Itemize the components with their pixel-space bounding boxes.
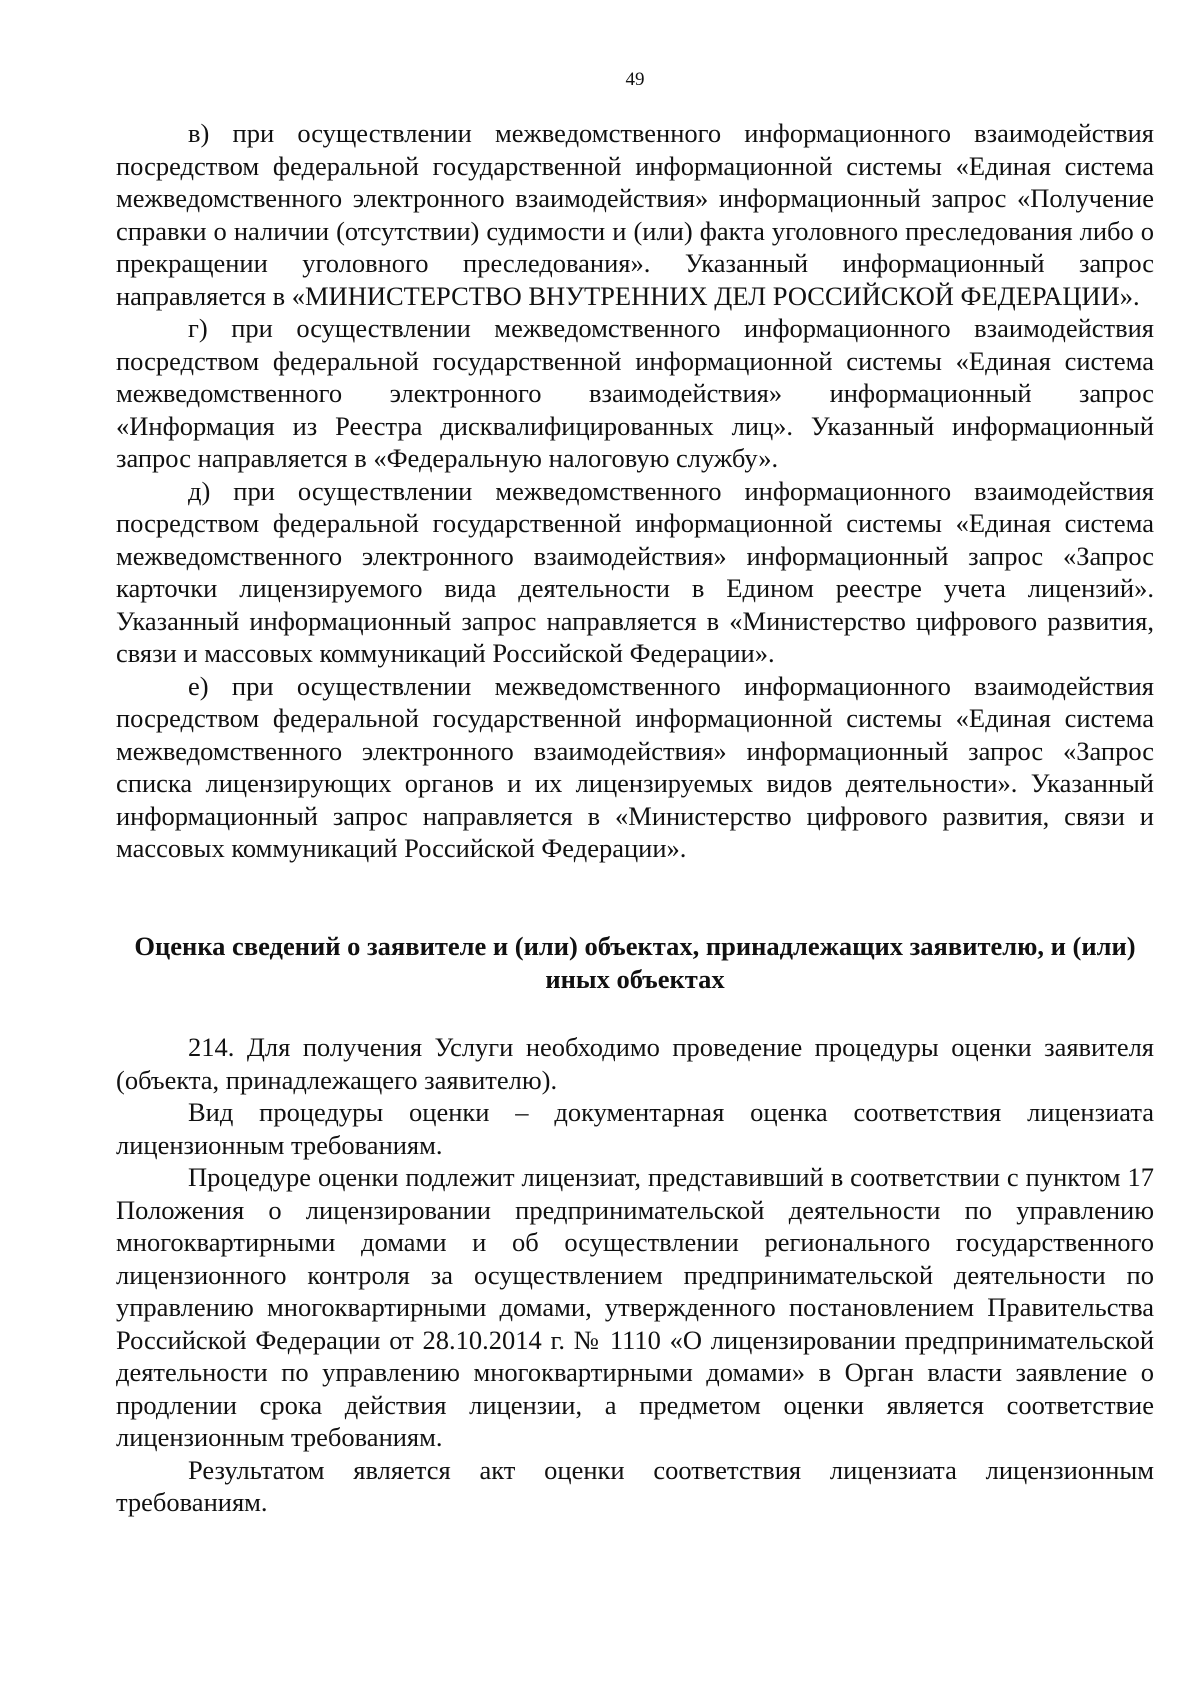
- section-heading: Оценка сведений о заявителе и (или) объектах, принадлежащих заявителю, и (или) иных объектах: [134, 931, 1136, 994]
- paragraph-procedure-subject: Процедуре оценки подлежит лицензиат, представивший в соответствии с пунктом 17 Положения о лицензировании предпринимательской деятельности по управлению многоквартирными домами и об осуществлении регионального государственного лицензионного контроля за осуществлением предпринимательской деятельности по управлению многоквартирными домами, утвержденного постановлением Правительства Российской Федерации от 28.10.2014 г. № 1110 «О лицензировании предпринимательской деятельности по управлению многоквартирными домами» в Орган власти заявление о продлении срока действия лицензии, а предметом оценки является соответствие лицензионным требованиям.: [116, 1162, 1154, 1452]
- paragraph-e-licensing-bodies-request: е) при осуществлении межведомственного информационного взаимодействия посредством федеральной государственной информационной системы «Единая система межведомственного электронного взаимодействия» информационный запрос «Запрос списка лицензирующих органов и их лицензируемых видов деятельности». Указанный информационный запрос направляется в «Министерство цифрового развития, связи и массовых коммуникаций Российской Федерации».: [116, 670, 1154, 863]
- upper-text-block: [116, 117, 1154, 865]
- paragraph-procedure-type: Вид процедуры оценки – документарная оценка соответствия лицензиата лицензионным требованиям.: [116, 1097, 1154, 1160]
- paragraph-d-license-card-request: д) при осуществлении межведомственного информационного взаимодействия посредством федеральной государственной информационной системы «Единая система межведомственного электронного взаимодействия» информационный запрос «Запрос карточки лицензируемого вида деятельности в Едином реестре учета лицензий». Указанный информационный запрос направляется в «Министерство цифрового развития, связи и массовых коммуникаций Российской Федерации».: [116, 475, 1154, 668]
- paragraph-214: 214. Для получения Услуги необходимо проведение процедуры оценки заявителя (объекта, принадлежащего заявителю).: [116, 1032, 1154, 1095]
- lower-text-block: [116, 1031, 1154, 1519]
- paragraph-result: Результатом является акт оценки соответствия лицензиата лицензионным требованиям.: [116, 1454, 1154, 1517]
- page-number: 49: [625, 69, 645, 90]
- paragraph-g-fns-request: г) при осуществлении межведомственного информационного взаимодействия посредством федеральной государственной информационной системы «Единая система межведомственного электронного взаимодействия» информационный запрос «Информация из Реестра дисквалифицированных лиц». Указанный информационный запрос направляется в «Федеральную налоговую службу».: [116, 313, 1154, 473]
- paragraph-v-mvd-request: в) при осуществлении межведомственного информационного взаимодействия посредством федеральной государственной информационной системы «Единая система межведомственного электронного взаимодействия» информационный запрос «Получение справки о наличии (отсутствии) судимости и (или) факта уголовного преследования либо о прекращении уголовного преследования». Указанный информационный запрос направляется в «МИНИСТЕРСТВО ВНУТРЕННИХ ДЕЛ РОССИЙСКОЙ ФЕДЕРАЦИИ».: [116, 118, 1154, 311]
- document-page: [116, 0, 1154, 1697]
